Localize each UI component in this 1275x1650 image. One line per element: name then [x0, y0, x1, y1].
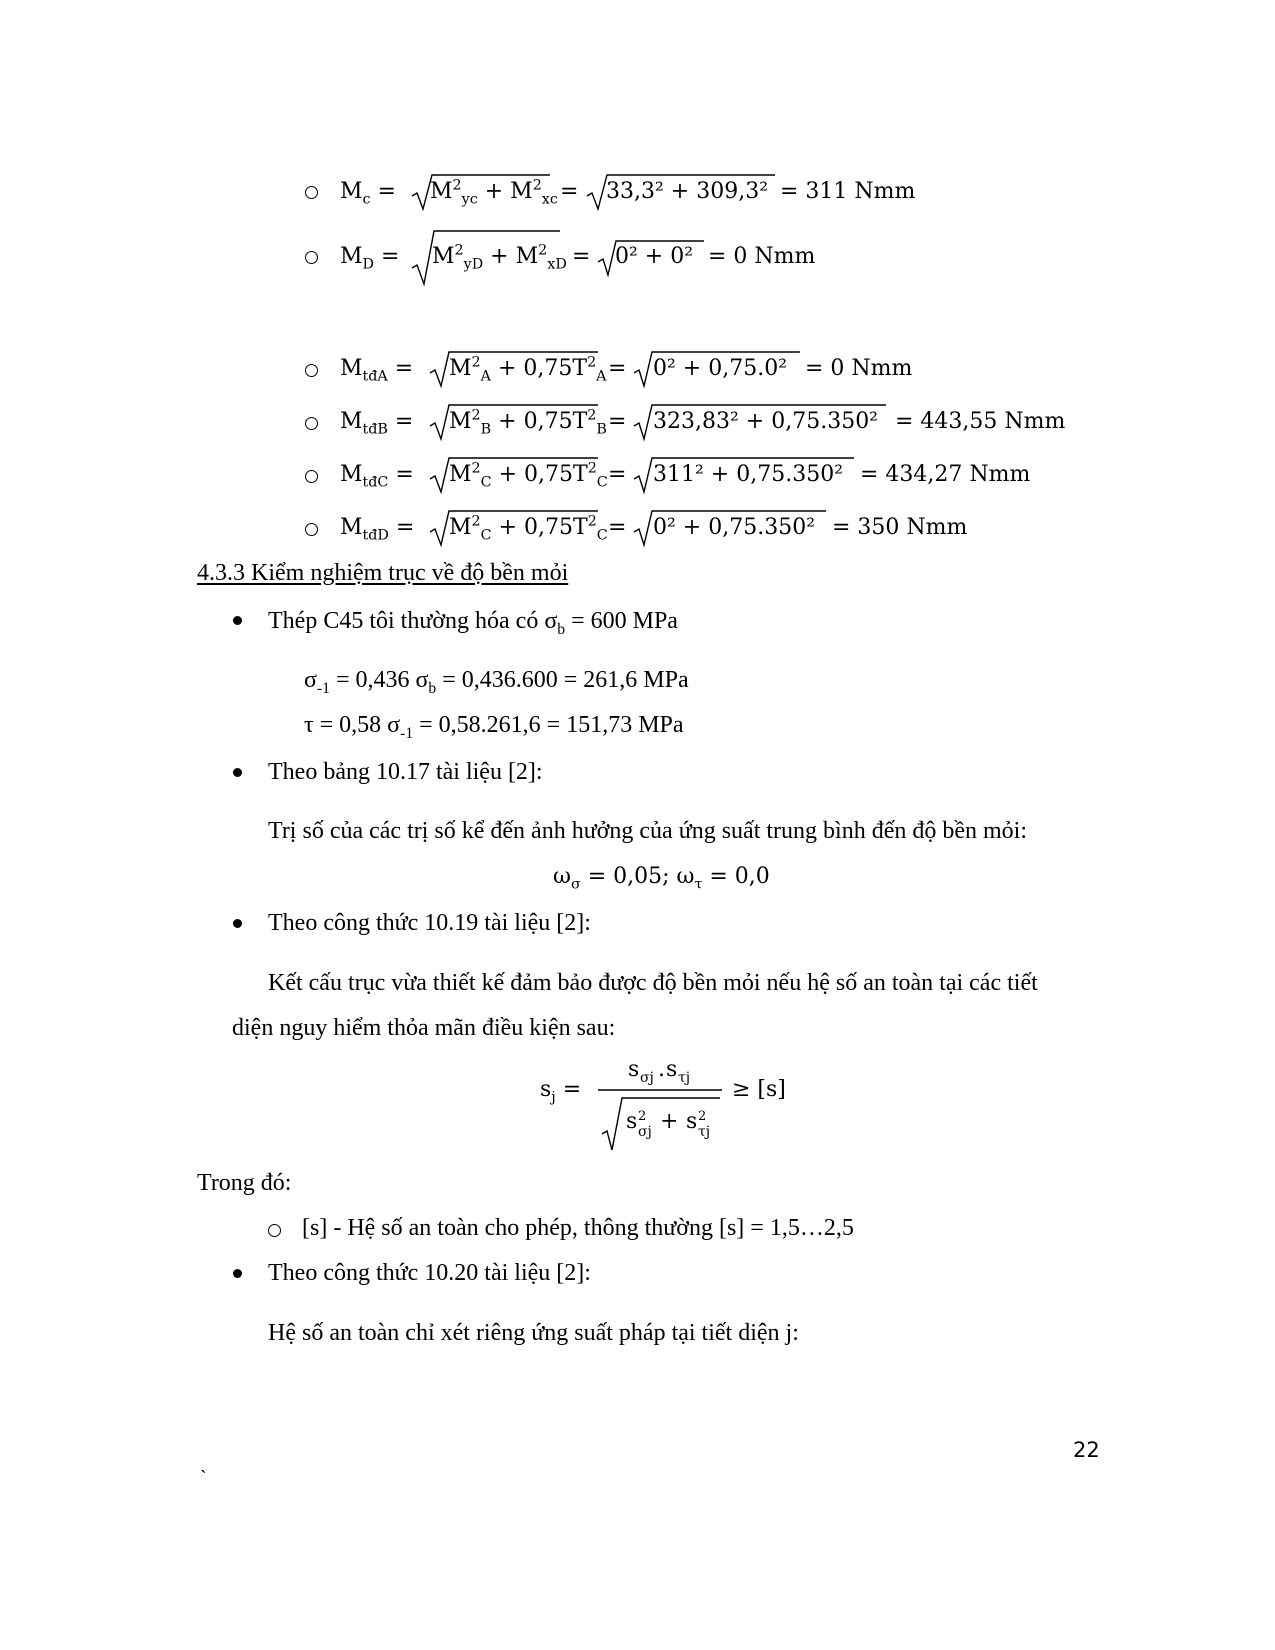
- svg-text:s: s: [626, 1109, 638, 1134]
- svg-text:τj: τj: [698, 1124, 711, 1140]
- mtd-lhs: $M_{tđC}$ =: [340, 462, 414, 491]
- table-ref-desc: Trị số của các trị số kể đến ảnh hưởng của ứng suất trung bình đến độ bền mỏi:: [268, 818, 1028, 844]
- equals-sign: =: [608, 356, 627, 381]
- page-number: 22: [1073, 1438, 1100, 1462]
- mtd-lhs: $M_{tđB}$ =: [340, 409, 414, 438]
- table-ref-bullet: Theo bảng 10.17 tài liệu [2]:: [268, 759, 543, 785]
- mtd-lhs: $M_{tđA}$ =: [340, 356, 414, 385]
- mc-radicand: $M^2_{yc} + M^2_{xc}$: [430, 177, 558, 208]
- svg-text:σj: σj: [640, 1070, 654, 1086]
- sigma-line: $\sigma_{-1} = 0,436$ $\sigma_b = 0,436.600 = 261,6$ MPa: [304, 667, 689, 697]
- svg-text:2: 2: [698, 1109, 707, 1124]
- mc-lhs: $M_c$ =: [340, 179, 396, 208]
- svg-text:+: +: [660, 1109, 679, 1134]
- svg-text:s: s: [686, 1109, 698, 1134]
- svg-text:σj: σj: [638, 1124, 652, 1140]
- hollow-bullet-icon: [305, 364, 318, 377]
- equals-sign: =: [608, 462, 627, 487]
- formula-rhs: ≥ [s]: [732, 1077, 786, 1102]
- formula-lhs: $s_j$ =: [540, 1077, 582, 1106]
- svg-text:s: s: [666, 1057, 678, 1082]
- mtd-inner: 323,83² + 0,75.350²: [653, 409, 879, 434]
- steel-bullet: Thép C45 tôi thường hóa có $\sigma_b = 600$ MPa: [268, 608, 678, 638]
- mtd-radicand: $M^2_C + 0,75T^2_C$: [449, 513, 608, 544]
- mc-inner: 33,3² + 309,3²: [606, 179, 769, 204]
- mtd-result: = 0 Nmm: [805, 356, 913, 381]
- hollow-bullet-icon: [305, 523, 318, 536]
- section-heading: 4.3.3 Kiểm nghiệm trục về độ bền mỏi: [197, 560, 569, 586]
- mc-result: = 311 Nmm: [780, 179, 916, 204]
- formula-1020-bullet: Theo công thức 10.20 tài liệu [2]:: [268, 1260, 591, 1286]
- svg-text:τj: τj: [678, 1070, 691, 1086]
- fraction-graphic: [590, 1050, 730, 1160]
- formula-1019-desc-1: Kết cấu trục vừa thiết kế đảm bảo được độ bền mỏi nếu hệ số an toàn tại các tiết: [268, 970, 1038, 996]
- hollow-bullet-icon: [305, 470, 318, 483]
- mtd-result: = 350 Nmm: [832, 515, 968, 540]
- omega-equation: $\omega_\sigma = 0,05$; $\omega_\tau = 0,0$: [553, 864, 770, 893]
- mtd-inner: 0² + 0,75.350²: [653, 515, 816, 540]
- md-lhs: $M_D$ =: [340, 244, 400, 273]
- hollow-bullet-icon: [268, 1224, 281, 1237]
- where-label: Trong đó:: [197, 1170, 292, 1196]
- hollow-bullet-icon: [305, 251, 318, 264]
- mtd-radicand: $M^2_C + 0,75T^2_C$: [449, 460, 608, 491]
- svg-text:2: 2: [638, 1109, 647, 1124]
- equals-sign: =: [608, 515, 627, 540]
- mtd-inner: 311² + 0,75.350²: [653, 462, 844, 487]
- mtd-result: = 434,27 Nmm: [860, 462, 1031, 487]
- bullet-icon: [233, 616, 242, 625]
- svg-text:s: s: [628, 1057, 640, 1082]
- hollow-bullet-icon: [305, 186, 318, 199]
- md-inner: 0² + 0²: [615, 244, 694, 269]
- mtd-inner: 0² + 0,75.0²: [653, 356, 788, 381]
- equals-sign: =: [560, 179, 579, 204]
- bullet-icon: [233, 768, 242, 777]
- where-item: [s] - Hệ số an toàn cho phép, thông thường [s] = 1,5…2,5: [302, 1215, 854, 1241]
- tau-line: τ = 0,58 $\sigma_{-1} = 0,58.261,6 = 151,73$ MPa: [304, 712, 684, 742]
- mtd-radicand: $M^2_A + 0,75T^2_A$: [449, 354, 607, 385]
- md-result: = 0 Nmm: [708, 244, 816, 269]
- bullet-icon: [233, 919, 242, 928]
- mtd-result: = 443,55 Nmm: [895, 409, 1066, 434]
- formula-1019-desc-2: diện nguy hiểm thỏa mãn điều kiện sau:: [232, 1015, 616, 1041]
- formula-1019-bullet: Theo công thức 10.19 tài liệu [2]:: [268, 910, 591, 936]
- equals-sign: =: [608, 409, 627, 434]
- mtd-radicand: $M^2_B + 0,75T^2_B$: [449, 407, 607, 438]
- formula-1020-desc: Hệ số an toàn chỉ xét riêng ứng suất pháp tại tiết diện j:: [268, 1320, 799, 1346]
- footer-mark: `: [200, 1467, 207, 1489]
- hollow-bullet-icon: [305, 417, 318, 430]
- equals-sign: =: [572, 244, 591, 269]
- svg-text:.: .: [658, 1057, 665, 1082]
- mtd-lhs: $M_{tđD}$ =: [340, 515, 415, 544]
- bullet-icon: [233, 1269, 242, 1278]
- md-radicand: $M^2_{yD} + M^2_{xD}$: [432, 242, 567, 273]
